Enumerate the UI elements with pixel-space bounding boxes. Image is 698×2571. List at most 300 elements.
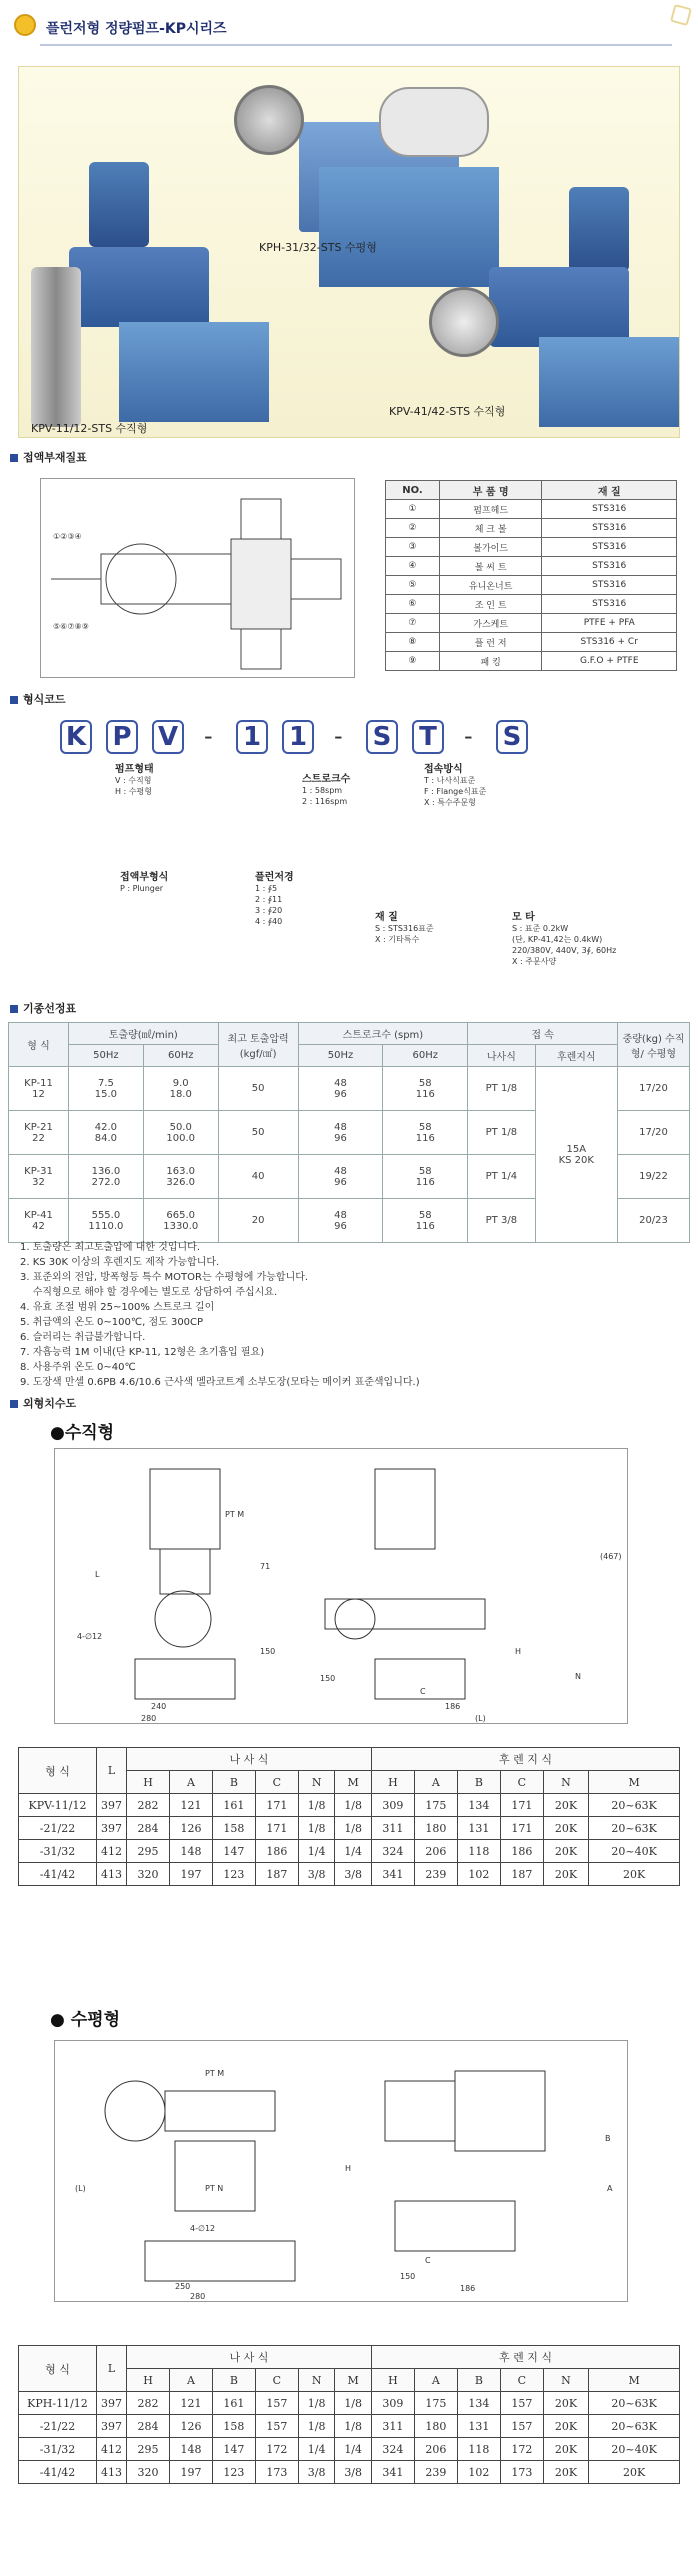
vdim-cell-8: 311 <box>371 1817 414 1840</box>
vdim-cell-8: 324 <box>371 1840 414 1863</box>
h-dim-label: PT N <box>205 2184 224 2193</box>
h-dim-label: 4-∅12 <box>190 2224 216 2233</box>
sel-cell-q50: 555.0 1110.0 <box>69 1199 144 1243</box>
pump-type-v: V : 수직형 <box>115 776 152 785</box>
hdim-col-11: M <box>589 2369 680 2392</box>
parts-cell-0: ③ <box>386 538 440 557</box>
parts-cell-0: ⑥ <box>386 595 440 614</box>
parts-header-no: NO. <box>386 481 440 500</box>
sel-cell-model: KP-31 32 <box>9 1155 69 1199</box>
vdim-cell-8: 341 <box>371 1863 414 1886</box>
sel-cell-model: KP-21 22 <box>9 1111 69 1155</box>
sel-cell-p: 40 <box>218 1155 298 1199</box>
hdim-cell-13: 20~63K <box>589 2392 680 2415</box>
gearbox-left <box>69 247 209 327</box>
hdim-cell-6: 3/8 <box>298 2461 335 2484</box>
hdim-col-10: N <box>543 2369 588 2392</box>
motor-right <box>569 187 629 272</box>
parts-row <box>386 576 677 595</box>
parts-cell-2: STS316 <box>542 500 677 519</box>
vdim-h-l: L <box>97 1748 127 1794</box>
note-line: 1. 토출량은 최고토출압에 대한 것입니다. <box>20 1242 200 1253</box>
hdim-cell-2: 284 <box>127 2415 170 2438</box>
sel-row <box>9 1067 690 1111</box>
vertical-drawing <box>54 1448 628 1724</box>
vdim-cell-0: KPV-11/12 <box>19 1794 97 1817</box>
hdim-cell-8: 324 <box>371 2438 414 2461</box>
code-letter-5: 1 <box>282 720 314 754</box>
connection-x: X : 특수주문형 <box>424 798 476 807</box>
parts-row <box>386 538 677 557</box>
vdim-cell-10: 118 <box>457 1840 500 1863</box>
hdim-cell-5: 157 <box>255 2392 298 2415</box>
vdim-cell-3: 121 <box>169 1794 212 1817</box>
vdim-col-0: H <box>127 1771 170 1794</box>
sel-h-model: 형 식 <box>9 1023 69 1067</box>
code-letter-1: P <box>106 720 138 754</box>
pump-head-right <box>429 287 499 357</box>
vertical-dim-table <box>18 1747 680 1886</box>
parts-row <box>386 633 677 652</box>
vdim-cell-3: 197 <box>169 1863 212 1886</box>
parts-cell-2: STS316 <box>542 538 677 557</box>
section-selection: 기종선정표 <box>10 1000 76 1016</box>
sel-h-conn: 접 속 <box>468 1023 618 1045</box>
vdim-cell-11: 171 <box>500 1817 543 1840</box>
motor-title: 모 타 <box>512 912 535 923</box>
vdim-cell-7: 1/8 <box>335 1794 372 1817</box>
hdim-cell-2: 295 <box>127 2438 170 2461</box>
parts-row <box>386 652 677 671</box>
vdim-cell-8: 309 <box>371 1794 414 1817</box>
vdim-cell-12: 20K <box>543 1794 588 1817</box>
connection-title: 접속방식 <box>424 764 463 775</box>
pump-type-h: H : 수평형 <box>115 787 152 796</box>
parts-cell-2: STS316 <box>542 557 677 576</box>
sel-cell-s60: 58 116 <box>383 1067 468 1111</box>
hdim-cell-8: 311 <box>371 2415 414 2438</box>
hdim-cell-0: KPH-11/12 <box>19 2392 97 2415</box>
code-letter-4: 1 <box>236 720 268 754</box>
sel-cell-q60: 163.0 326.0 <box>143 1155 218 1199</box>
hdim-cell-11: 157 <box>500 2392 543 2415</box>
hdim-cell-1: 397 <box>97 2392 127 2415</box>
hdim-cell-1: 412 <box>97 2438 127 2461</box>
vdim-col-2: B <box>212 1771 255 1794</box>
v-dim-label: 186 <box>445 1702 461 1711</box>
gearbox-right <box>489 267 629 347</box>
h-dim-label: PT M <box>205 2069 225 2078</box>
material-s: S : STS316표준 <box>375 924 434 933</box>
plunger-4: 4 : ∮40 <box>255 917 283 926</box>
sel-cell-model: KP-41 42 <box>9 1199 69 1243</box>
hdim-h-flange: 후 렌 지 식 <box>371 2346 679 2369</box>
vdim-cell-11: 186 <box>500 1840 543 1863</box>
sel-cell-q50: 42.0 84.0 <box>69 1111 144 1155</box>
h-dim-label: 150 <box>400 2272 416 2281</box>
code-letter-8: T <box>412 720 444 754</box>
parts-cell-1: 펌프헤드 <box>439 500 542 519</box>
parts-cell-2: STS316 <box>542 519 677 538</box>
v-dim-label: N <box>575 1672 581 1681</box>
v-dim-label: (467) <box>600 1552 622 1561</box>
vdim-cell-13: 20~40K <box>589 1840 680 1863</box>
parts-row <box>386 519 677 538</box>
hdim-col-1: A <box>169 2369 212 2392</box>
sel-cell-s50: 48 96 <box>298 1111 383 1155</box>
hdim-cell-5: 157 <box>255 2415 298 2438</box>
sel-cell-weight: 20/23 <box>618 1199 690 1243</box>
vdim-h-model: 형 식 <box>19 1748 97 1794</box>
sel-h-q50: 50Hz <box>69 1045 144 1067</box>
vdim-cell-6: 1/4 <box>298 1840 335 1863</box>
pump-type-title: 펌프형태 <box>115 764 154 775</box>
section-parts: 접액부재질표 <box>10 449 87 465</box>
parts-cell-0: ⑤ <box>386 576 440 595</box>
hdim-row <box>19 2392 680 2415</box>
sel-cell-thr: PT 1/4 <box>468 1155 535 1199</box>
vdim-cell-9: 239 <box>414 1863 457 1886</box>
h-dim-label: A <box>607 2184 613 2193</box>
header-divider <box>40 44 672 46</box>
vdim-cell-5: 186 <box>255 1840 298 1863</box>
motor-note: (단, KP-41,42는 0.4kW) <box>512 935 603 944</box>
stroke-title: 스트로크수 <box>302 774 351 785</box>
product-photo <box>18 66 680 438</box>
hdim-cell-9: 180 <box>414 2415 457 2438</box>
vdim-cell-12: 20K <box>543 1863 588 1886</box>
code-material <box>375 908 434 945</box>
connection-t: T : 나사식표준 <box>424 776 476 785</box>
vdim-cell-12: 20K <box>543 1840 588 1863</box>
hdim-h-model: 형 식 <box>19 2346 97 2392</box>
vertical-title: ●수직형 <box>50 1423 115 1443</box>
selection-table <box>8 1022 690 1243</box>
code-motor <box>512 908 616 967</box>
sel-cell-q50: 136.0 272.0 <box>69 1155 144 1199</box>
hdim-cell-13: 20~63K <box>589 2415 680 2438</box>
vdim-cell-6: 1/8 <box>298 1794 335 1817</box>
horizontal-drawing <box>54 2040 628 2302</box>
hdim-h-thread: 나 사 식 <box>127 2346 372 2369</box>
vdim-col-10: N <box>543 1771 588 1794</box>
v-dim-label: 71 <box>260 1562 271 1571</box>
vdim-cell-4: 161 <box>212 1794 255 1817</box>
hdim-col-8: B <box>457 2369 500 2392</box>
v-dim-label: 4-∅12 <box>77 1632 103 1641</box>
vdim-col-6: H <box>371 1771 414 1794</box>
code-letter-7: S <box>366 720 398 754</box>
hdim-cell-4: 161 <box>212 2392 255 2415</box>
vdim-cell-6: 1/8 <box>298 1817 335 1840</box>
sel-cell-s50: 48 96 <box>298 1199 383 1243</box>
hdim-col-2: B <box>212 2369 255 2392</box>
parts-cell-0: ④ <box>386 557 440 576</box>
code-stroke <box>302 770 350 807</box>
vdim-row <box>19 1863 680 1886</box>
sel-h-thread: 나사식 <box>468 1045 535 1067</box>
note-line: 수직형으로 해야 할 경우에는 별도로 상담하여 주십시요. <box>20 1287 278 1298</box>
note-line: 7. 자흡능력 1M 이내(단 KP-11, 12형은 초기흡입 필요) <box>20 1347 265 1358</box>
parts-table <box>385 480 677 671</box>
hdim-cell-0: -31/32 <box>19 2438 97 2461</box>
hdim-cell-10: 102 <box>457 2461 500 2484</box>
hdim-cell-8: 341 <box>371 2461 414 2484</box>
code-dash: - <box>464 722 473 750</box>
h-dim-label: C <box>425 2256 431 2265</box>
vdim-cell-9: 175 <box>414 1794 457 1817</box>
sel-cell-q50: 7.5 15.0 <box>69 1067 144 1111</box>
v-dim-label: 280 <box>141 1714 157 1723</box>
vdim-col-1: A <box>169 1771 212 1794</box>
vdim-cell-6: 3/8 <box>298 1863 335 1886</box>
parts-cell-2: STS316 + Cr <box>542 633 677 652</box>
hdim-cell-10: 134 <box>457 2392 500 2415</box>
vdim-row <box>19 1817 680 1840</box>
parts-cell-0: ② <box>386 519 440 538</box>
sel-h-s50: 50Hz <box>298 1045 383 1067</box>
sel-cell-s60: 58 116 <box>383 1111 468 1155</box>
code-dash: - <box>334 722 343 750</box>
hdim-h-l: L <box>97 2346 127 2392</box>
hdim-cell-4: 123 <box>212 2461 255 2484</box>
h-dim-label: 186 <box>460 2284 476 2293</box>
vdim-cell-1: 412 <box>97 1840 127 1863</box>
sel-cell-thr: PT 3/8 <box>468 1199 535 1243</box>
hdim-col-0: H <box>127 2369 170 2392</box>
parts-cell-2: PTFE + PFA <box>542 614 677 633</box>
v-dim-label: (L) <box>475 1714 486 1723</box>
base-horizontal <box>319 167 499 287</box>
hdim-cell-7: 1/8 <box>335 2392 372 2415</box>
horizontal-dim-table <box>18 2345 680 2484</box>
page-title: 플런저형 정량펌프-KP시리즈 <box>46 21 227 37</box>
vdim-cell-2: 320 <box>127 1863 170 1886</box>
hdim-cell-13: 20~40K <box>589 2438 680 2461</box>
wet-type-p: P : Plunger <box>120 884 164 893</box>
parts-cross-section <box>41 479 356 679</box>
svg-text:①②③④: ①②③④ <box>53 532 82 541</box>
pump-head-horizontal <box>234 85 304 155</box>
hdim-col-4: N <box>298 2369 335 2392</box>
code-letter-0: K <box>60 720 92 754</box>
sel-cell-q60: 665.0 1330.0 <box>143 1199 218 1243</box>
parts-row <box>386 500 677 519</box>
sel-cell-s50: 48 96 <box>298 1067 383 1111</box>
hdim-cell-7: 1/8 <box>335 2415 372 2438</box>
motor-s: S : 표준 0.2kW <box>512 924 569 933</box>
h-dim-label: 280 <box>190 2292 206 2301</box>
code-letter-10: S <box>496 720 528 754</box>
caption-kpv-41: KPV-41/42-STS 수직형 <box>389 405 506 418</box>
parts-cell-1: 조 인 트 <box>439 595 542 614</box>
vdim-col-7: A <box>414 1771 457 1794</box>
hdim-cell-0: -21/22 <box>19 2415 97 2438</box>
vdim-cell-1: 413 <box>97 1863 127 1886</box>
hdim-cell-5: 173 <box>255 2461 298 2484</box>
note-line: 6. 슬러리는 취급불가합니다. <box>20 1332 146 1343</box>
note-line: 5. 취급액의 온도 0~100℃, 점도 300CP <box>20 1317 204 1328</box>
parts-cell-2: G.F.O + PTFE <box>542 652 677 671</box>
sel-cell-flange: 15A KS 20K <box>535 1067 617 1243</box>
hdim-cell-9: 239 <box>414 2461 457 2484</box>
parts-cell-0: ⑧ <box>386 633 440 652</box>
vdim-cell-0: -21/22 <box>19 1817 97 1840</box>
sel-cell-q60: 9.0 18.0 <box>143 1067 218 1111</box>
sel-cell-weight: 17/20 <box>618 1111 690 1155</box>
title-badge-icon <box>14 14 36 36</box>
vertical-outline-svg <box>55 1449 629 1725</box>
parts-cell-0: ① <box>386 500 440 519</box>
sel-h-flange: 후렌지식 <box>535 1045 617 1067</box>
code-pump-type <box>115 760 154 797</box>
stroke-1: 1 : 58spm <box>302 786 343 795</box>
code-dash: - <box>204 722 213 750</box>
sel-cell-weight: 17/20 <box>618 1067 690 1111</box>
horizontal-title: ● 수평형 <box>50 2010 121 2030</box>
v-dim-label: H <box>515 1647 522 1656</box>
code-connection <box>424 760 486 808</box>
plunger-3: 3 : ∮20 <box>255 906 283 915</box>
v-dim-label: L <box>95 1570 100 1579</box>
sel-h-stroke: 스트로크수 (spm) <box>298 1023 468 1045</box>
vdim-h-thread: 나 사 식 <box>127 1748 372 1771</box>
hdim-cell-3: 126 <box>169 2415 212 2438</box>
stroke-2: 2 : 116spm <box>302 797 348 806</box>
hdim-cell-6: 1/4 <box>298 2438 335 2461</box>
vdim-cell-11: 187 <box>500 1863 543 1886</box>
hdim-col-6: H <box>371 2369 414 2392</box>
sel-h-s60: 60Hz <box>383 1045 468 1067</box>
hdim-cell-12: 20K <box>543 2438 588 2461</box>
vdim-col-5: M <box>335 1771 372 1794</box>
vdim-cell-7: 3/8 <box>335 1863 372 1886</box>
vdim-cell-5: 171 <box>255 1817 298 1840</box>
vdim-cell-3: 148 <box>169 1840 212 1863</box>
hdim-cell-12: 20K <box>543 2461 588 2484</box>
vdim-cell-5: 187 <box>255 1863 298 1886</box>
decoration-icon <box>670 4 692 26</box>
vdim-cell-0: -41/42 <box>19 1863 97 1886</box>
parts-row <box>386 595 677 614</box>
vdim-cell-10: 131 <box>457 1817 500 1840</box>
sel-cell-p: 20 <box>218 1199 298 1243</box>
hdim-cell-6: 1/8 <box>298 2392 335 2415</box>
model-code <box>60 720 660 760</box>
parts-cell-0: ⑨ <box>386 652 440 671</box>
sel-cell-s60: 58 116 <box>383 1199 468 1243</box>
parts-row <box>386 557 677 576</box>
sel-cell-model: KP-11 12 <box>9 1067 69 1111</box>
sel-h-weight: 중량(kg) 수직형/ 수평형 <box>618 1023 690 1067</box>
hdim-cell-10: 131 <box>457 2415 500 2438</box>
hdim-col-9: C <box>500 2369 543 2392</box>
sel-h-flow: 토출량(㎖/min) <box>69 1023 219 1045</box>
vdim-cell-9: 206 <box>414 1840 457 1863</box>
hdim-cell-3: 197 <box>169 2461 212 2484</box>
vdim-cell-2: 284 <box>127 1817 170 1840</box>
vdim-col-8: B <box>457 1771 500 1794</box>
parts-cell-1: 패 킹 <box>439 652 542 671</box>
note-line: 3. 표준외의 전압, 방폭형등 특수 MOTOR는 수평형에 가능합니다. <box>20 1272 309 1283</box>
hdim-cell-10: 118 <box>457 2438 500 2461</box>
vdim-col-3: C <box>255 1771 298 1794</box>
sel-cell-weight: 19/22 <box>618 1155 690 1199</box>
material-title: 재 질 <box>375 912 398 923</box>
parts-row <box>386 614 677 633</box>
page-header <box>0 0 698 50</box>
sel-h-q60: 60Hz <box>143 1045 218 1067</box>
motor-left <box>89 162 149 247</box>
section-outline: 외형치수도 <box>10 1395 76 1411</box>
base-left <box>119 322 269 422</box>
hdim-row <box>19 2461 680 2484</box>
vdim-row <box>19 1840 680 1863</box>
parts-cell-1: 유니온너트 <box>439 576 542 595</box>
vdim-cell-1: 397 <box>97 1817 127 1840</box>
parts-cell-1: 플 런 저 <box>439 633 542 652</box>
vdim-cell-3: 126 <box>169 1817 212 1840</box>
vdim-cell-4: 158 <box>212 1817 255 1840</box>
h-dim-label: H <box>345 2164 352 2173</box>
note-line: 9. 도장색 만셀 0.6PB 4.6/10.6 근사색 멜라코트계 소부도장(모타는 메이커 표준색입니다.) <box>20 1377 420 1388</box>
parts-cell-1: 볼가이드 <box>439 538 542 557</box>
vdim-cell-13: 20~63K <box>589 1794 680 1817</box>
vdim-cell-0: -31/32 <box>19 1840 97 1863</box>
vdim-cell-1: 397 <box>97 1794 127 1817</box>
base-right <box>539 337 679 427</box>
code-letter-2: V <box>152 720 184 754</box>
code-plunger <box>255 868 294 927</box>
wet-type-title: 접액부형식 <box>120 872 169 883</box>
vdim-cell-12: 20K <box>543 1817 588 1840</box>
h-dim-label: 250 <box>175 2282 191 2291</box>
vdim-cell-11: 171 <box>500 1794 543 1817</box>
v-dim-label: C <box>420 1687 426 1696</box>
vdim-cell-13: 20~63K <box>589 1817 680 1840</box>
motor-voltage: 220/380V, 440V, 3∮, 60Hz <box>512 946 617 955</box>
parts-header-name: 부 품 명 <box>439 481 542 500</box>
vdim-col-9: C <box>500 1771 543 1794</box>
hdim-cell-4: 147 <box>212 2438 255 2461</box>
hdim-cell-1: 413 <box>97 2461 127 2484</box>
vdim-col-11: M <box>589 1771 680 1794</box>
parts-cell-1: 볼 씨 트 <box>439 557 542 576</box>
parts-cell-2: STS316 <box>542 595 677 614</box>
vdim-cell-4: 123 <box>212 1863 255 1886</box>
hdim-cell-6: 1/8 <box>298 2415 335 2438</box>
hdim-cell-9: 175 <box>414 2392 457 2415</box>
motor-x: X : 주문사양 <box>512 957 557 966</box>
hdim-cell-1: 397 <box>97 2415 127 2438</box>
hdim-cell-12: 20K <box>543 2415 588 2438</box>
note-line: 2. KS 30K 이상의 후렌지도 제작 가능합니다. <box>20 1257 220 1268</box>
v-dim-label: 150 <box>320 1674 336 1683</box>
parts-header-material: 재 질 <box>542 481 677 500</box>
hdim-cell-5: 172 <box>255 2438 298 2461</box>
plunger-2: 2 : ∮11 <box>255 895 283 904</box>
v-dim-label: 150 <box>260 1647 276 1656</box>
plunger-title: 플런저경 <box>255 872 294 883</box>
hdim-cell-7: 3/8 <box>335 2461 372 2484</box>
hdim-cell-11: 172 <box>500 2438 543 2461</box>
vdim-cell-5: 171 <box>255 1794 298 1817</box>
caption-kpv-11: KPV-11/12-STS 수직형 <box>31 422 148 435</box>
sel-h-pressure: 최고 토출압력 (kgf/㎠) <box>218 1023 298 1067</box>
parts-cell-0: ⑦ <box>386 614 440 633</box>
hdim-cell-2: 320 <box>127 2461 170 2484</box>
vdim-cell-10: 134 <box>457 1794 500 1817</box>
